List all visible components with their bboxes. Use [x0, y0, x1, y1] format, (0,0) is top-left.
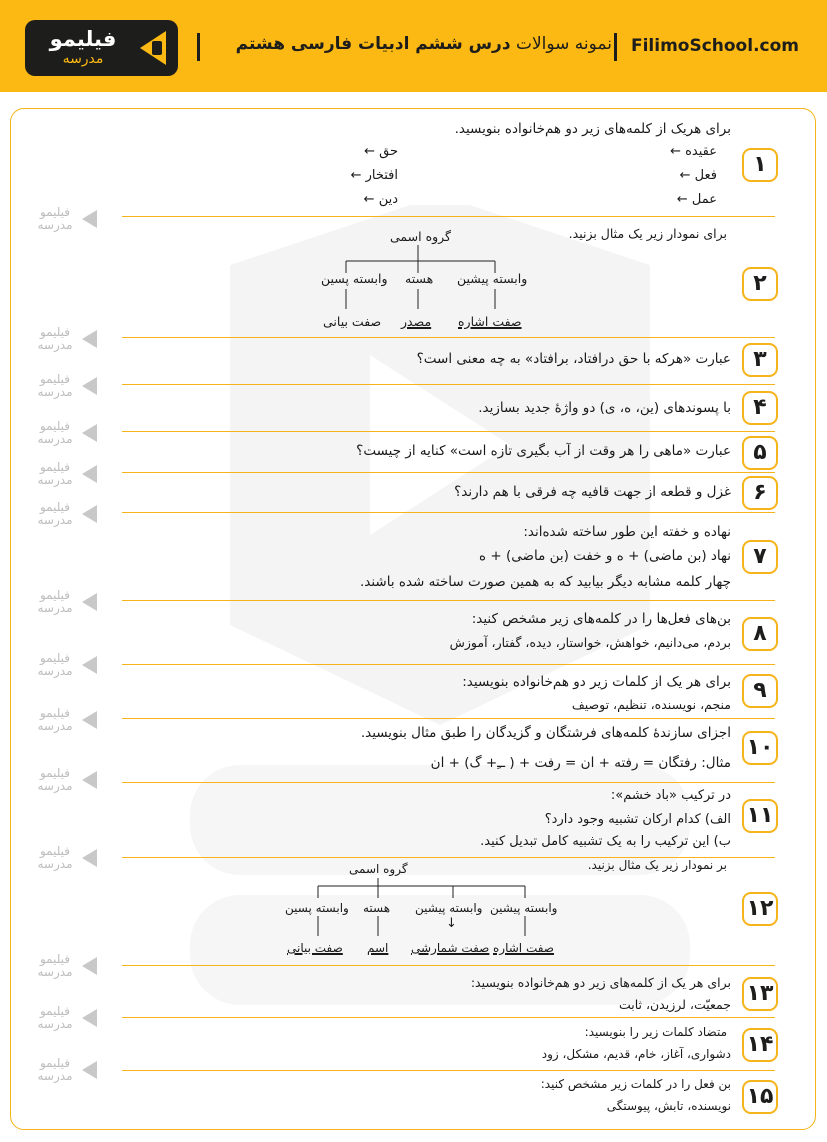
question-number: ۲: [742, 267, 778, 301]
question-text: بردم، می‌دانیم، خواهش، خواستار، دیده، گفتار، آموزش: [449, 635, 731, 650]
pencil-icon: [152, 41, 162, 55]
question-number: ۵: [742, 436, 778, 470]
question-text: برای هریک از کلمه‌های زیر دو هم‌خانواده بنویسید.: [454, 121, 731, 137]
question-text: بن‌های فعل‌ها را در کلمه‌های زیر مشخص کنید:: [471, 611, 731, 627]
title-bold: درس ششم ادبیات فارسی هشتم: [235, 34, 511, 54]
question-number: ۱۰: [742, 731, 778, 765]
divider: [122, 782, 775, 783]
arrow-down-icon: ↓: [446, 916, 457, 931]
word-item: فعل ←: [679, 168, 717, 183]
side-watermark: فیلیمو مدرسه: [32, 373, 108, 403]
diagram-node: هسته: [405, 271, 434, 286]
diagram-node: وابسته پیشین: [457, 271, 528, 286]
word-item: حق ←: [364, 144, 398, 159]
question-text: متضاد کلمات زیر را بنویسید:: [584, 1025, 727, 1039]
word-item: عمل ←: [676, 192, 717, 207]
header-divider: [614, 33, 617, 61]
page-title: [236, 34, 612, 54]
question-text: نویسنده، تابش، پیوستگی: [606, 1099, 731, 1113]
play-icon: [82, 771, 97, 789]
side-watermark: فیلیمو مدرسه: [32, 589, 108, 619]
question-number: ۹: [742, 674, 778, 708]
question-number: ۱۳: [742, 977, 778, 1011]
side-watermark: فیلیمو مدرسه: [32, 1005, 108, 1035]
divider: [122, 512, 775, 513]
diagram-example: صفت شمارشی: [411, 941, 490, 955]
diagram-node: وابسته پیشین: [490, 901, 558, 915]
side-watermark: فیلیمو مدرسه: [32, 1057, 108, 1087]
divider: [122, 337, 775, 338]
question-text: در ترکیب «باد خشم»:: [610, 788, 731, 803]
side-watermark: فیلیمو مدرسه: [32, 845, 108, 875]
logo-title: فیلیمو: [49, 27, 117, 51]
play-icon: [82, 711, 97, 729]
question-text: برای نمودار زیر یک مثال بزنید.: [568, 226, 727, 241]
word-item: دین ←: [363, 192, 398, 207]
divider: [122, 384, 775, 385]
side-watermark: فیلیمو مدرسه: [32, 953, 108, 983]
question-text: نهاده و خفته این طور ساخته شده‌اند:: [523, 524, 731, 540]
play-icon: [82, 424, 97, 442]
side-watermark: فیلیمو مدرسه: [32, 420, 108, 450]
side-watermark: فیلیمو مدرسه: [32, 767, 108, 797]
play-icon: [82, 593, 97, 611]
diagram-root: گروه اسمی: [390, 229, 451, 244]
play-icon: [82, 1061, 97, 1079]
diagram-node: وابسته پیشین: [415, 901, 483, 915]
question-text: عبارت «ماهی را هر وقت از آب بگیری تازه است» کنایه از چیست؟: [356, 443, 731, 459]
diagram-example: صفت بیانی: [287, 941, 343, 955]
divider: [122, 664, 775, 665]
question-number: ۱۲: [742, 892, 778, 926]
play-icon: [82, 656, 97, 674]
question-text: اجزای سازندهٔ کلمه‌های فرشتگان و گزیدگان را طبق مثال بنویسید.: [360, 725, 731, 741]
question-text: برای هر یک از کلمات زیر دو هم‌خانواده بنویسید:: [462, 674, 731, 690]
diagram-example: صفت اشاره: [493, 941, 554, 955]
question-number: ۷: [742, 540, 778, 574]
play-icon: [82, 849, 97, 867]
play-icon: [82, 210, 97, 228]
play-icon: [82, 957, 97, 975]
question-text: بن فعل را در کلمات زیر مشخص کنید:: [540, 1077, 731, 1091]
diagram-root: گروه اسمی: [349, 862, 408, 876]
question-number: ۱۱: [742, 799, 778, 833]
question-text: برای هر یک از کلمه‌های زیر دو هم‌خانواده بنویسید:: [470, 975, 731, 990]
question-text: ب) این ترکیب را به یک تشبیه کامل تبدیل کنید.: [480, 834, 731, 849]
question-number: ۳: [742, 343, 778, 377]
diagram-node: هسته: [363, 901, 391, 915]
question-text: غزل و قطعه از جهت قافیه چه فرقی با هم دارند؟: [454, 484, 731, 500]
play-icon: [82, 1009, 97, 1027]
question-text: بر نمودار زیر یک مثال بزنید.: [587, 858, 727, 872]
diagram-node: وابسته پسین: [285, 901, 349, 915]
question-text: الف) کدام ارکان تشبیه وجود دارد؟: [544, 812, 731, 827]
diagram-example: صفت اشاره: [458, 314, 522, 329]
title-prefix: نمونه سوالات: [515, 34, 612, 54]
play-icon: [82, 465, 97, 483]
word-item: افتخار ←: [350, 168, 398, 183]
site-url[interactable]: FilimoSchool.com: [630, 36, 799, 56]
word-item: عقیده ←: [670, 144, 717, 159]
question-number: ۶: [742, 476, 778, 510]
divider: [122, 1017, 775, 1018]
diagram-node: وابسته پسین: [321, 271, 388, 286]
diagram-example: اسم: [367, 941, 389, 955]
question-text: چهار کلمه مشابه دیگر بیابید که به همین صورت ساخته شده باشند.: [359, 574, 731, 590]
question-text: با پسوندهای (ین، ه، ی) دو واژهٔ جدید بسازید.: [478, 400, 731, 416]
question-number: ۱۴: [742, 1028, 778, 1062]
question-text: جمعیّت، لرزیدن، ثابت: [618, 997, 731, 1012]
side-watermark: فیلیمو مدرسه: [32, 707, 108, 737]
diagram-example: مصدر: [401, 314, 432, 329]
logo-subtitle: مدرسه: [62, 51, 104, 67]
question-text: دشواری، آغاز، خام، قدیم، مشکل، زود: [541, 1047, 731, 1061]
play-icon: [82, 330, 97, 348]
divider: [122, 472, 775, 473]
question-text: نهاد (بن ماضی) + ه و خفت (بن ماضی) + ه: [479, 548, 731, 564]
divider: [122, 600, 775, 601]
question-number: ۸: [742, 617, 778, 651]
question-text: منجم، نویسنده، تنظیم، توصیف: [571, 697, 731, 712]
filimo-school-logo[interactable]: [25, 20, 178, 76]
diagram-lines: [330, 283, 520, 315]
question-number: ۱۵: [742, 1080, 778, 1114]
page-header: [0, 0, 827, 92]
play-icon: [82, 505, 97, 523]
divider: [122, 431, 775, 432]
side-watermark: فیلیمو مدرسه: [32, 206, 108, 236]
header-divider: [197, 33, 200, 61]
question-text: مثال: رفتگان = رفته + ان = رفت + ( ــِ+ گ) + ان: [430, 755, 731, 771]
divider: [122, 718, 775, 719]
question-number: ۴: [742, 391, 778, 425]
play-icon: [82, 377, 97, 395]
side-watermark: فیلیمو مدرسه: [32, 501, 108, 531]
question-text: عبارت «هرکه با حق درافتاد، برافتاد» به چه معنی است؟: [416, 351, 731, 367]
divider: [122, 1070, 775, 1071]
diagram-example: صفت بیانی: [323, 314, 382, 329]
divider: [122, 965, 775, 966]
side-watermark: فیلیمو مدرسه: [32, 461, 108, 491]
side-watermark: فیلیمو مدرسه: [32, 652, 108, 682]
side-watermark: فیلیمو مدرسه: [32, 326, 108, 356]
question-number: ۱: [742, 148, 778, 182]
divider: [122, 216, 775, 217]
